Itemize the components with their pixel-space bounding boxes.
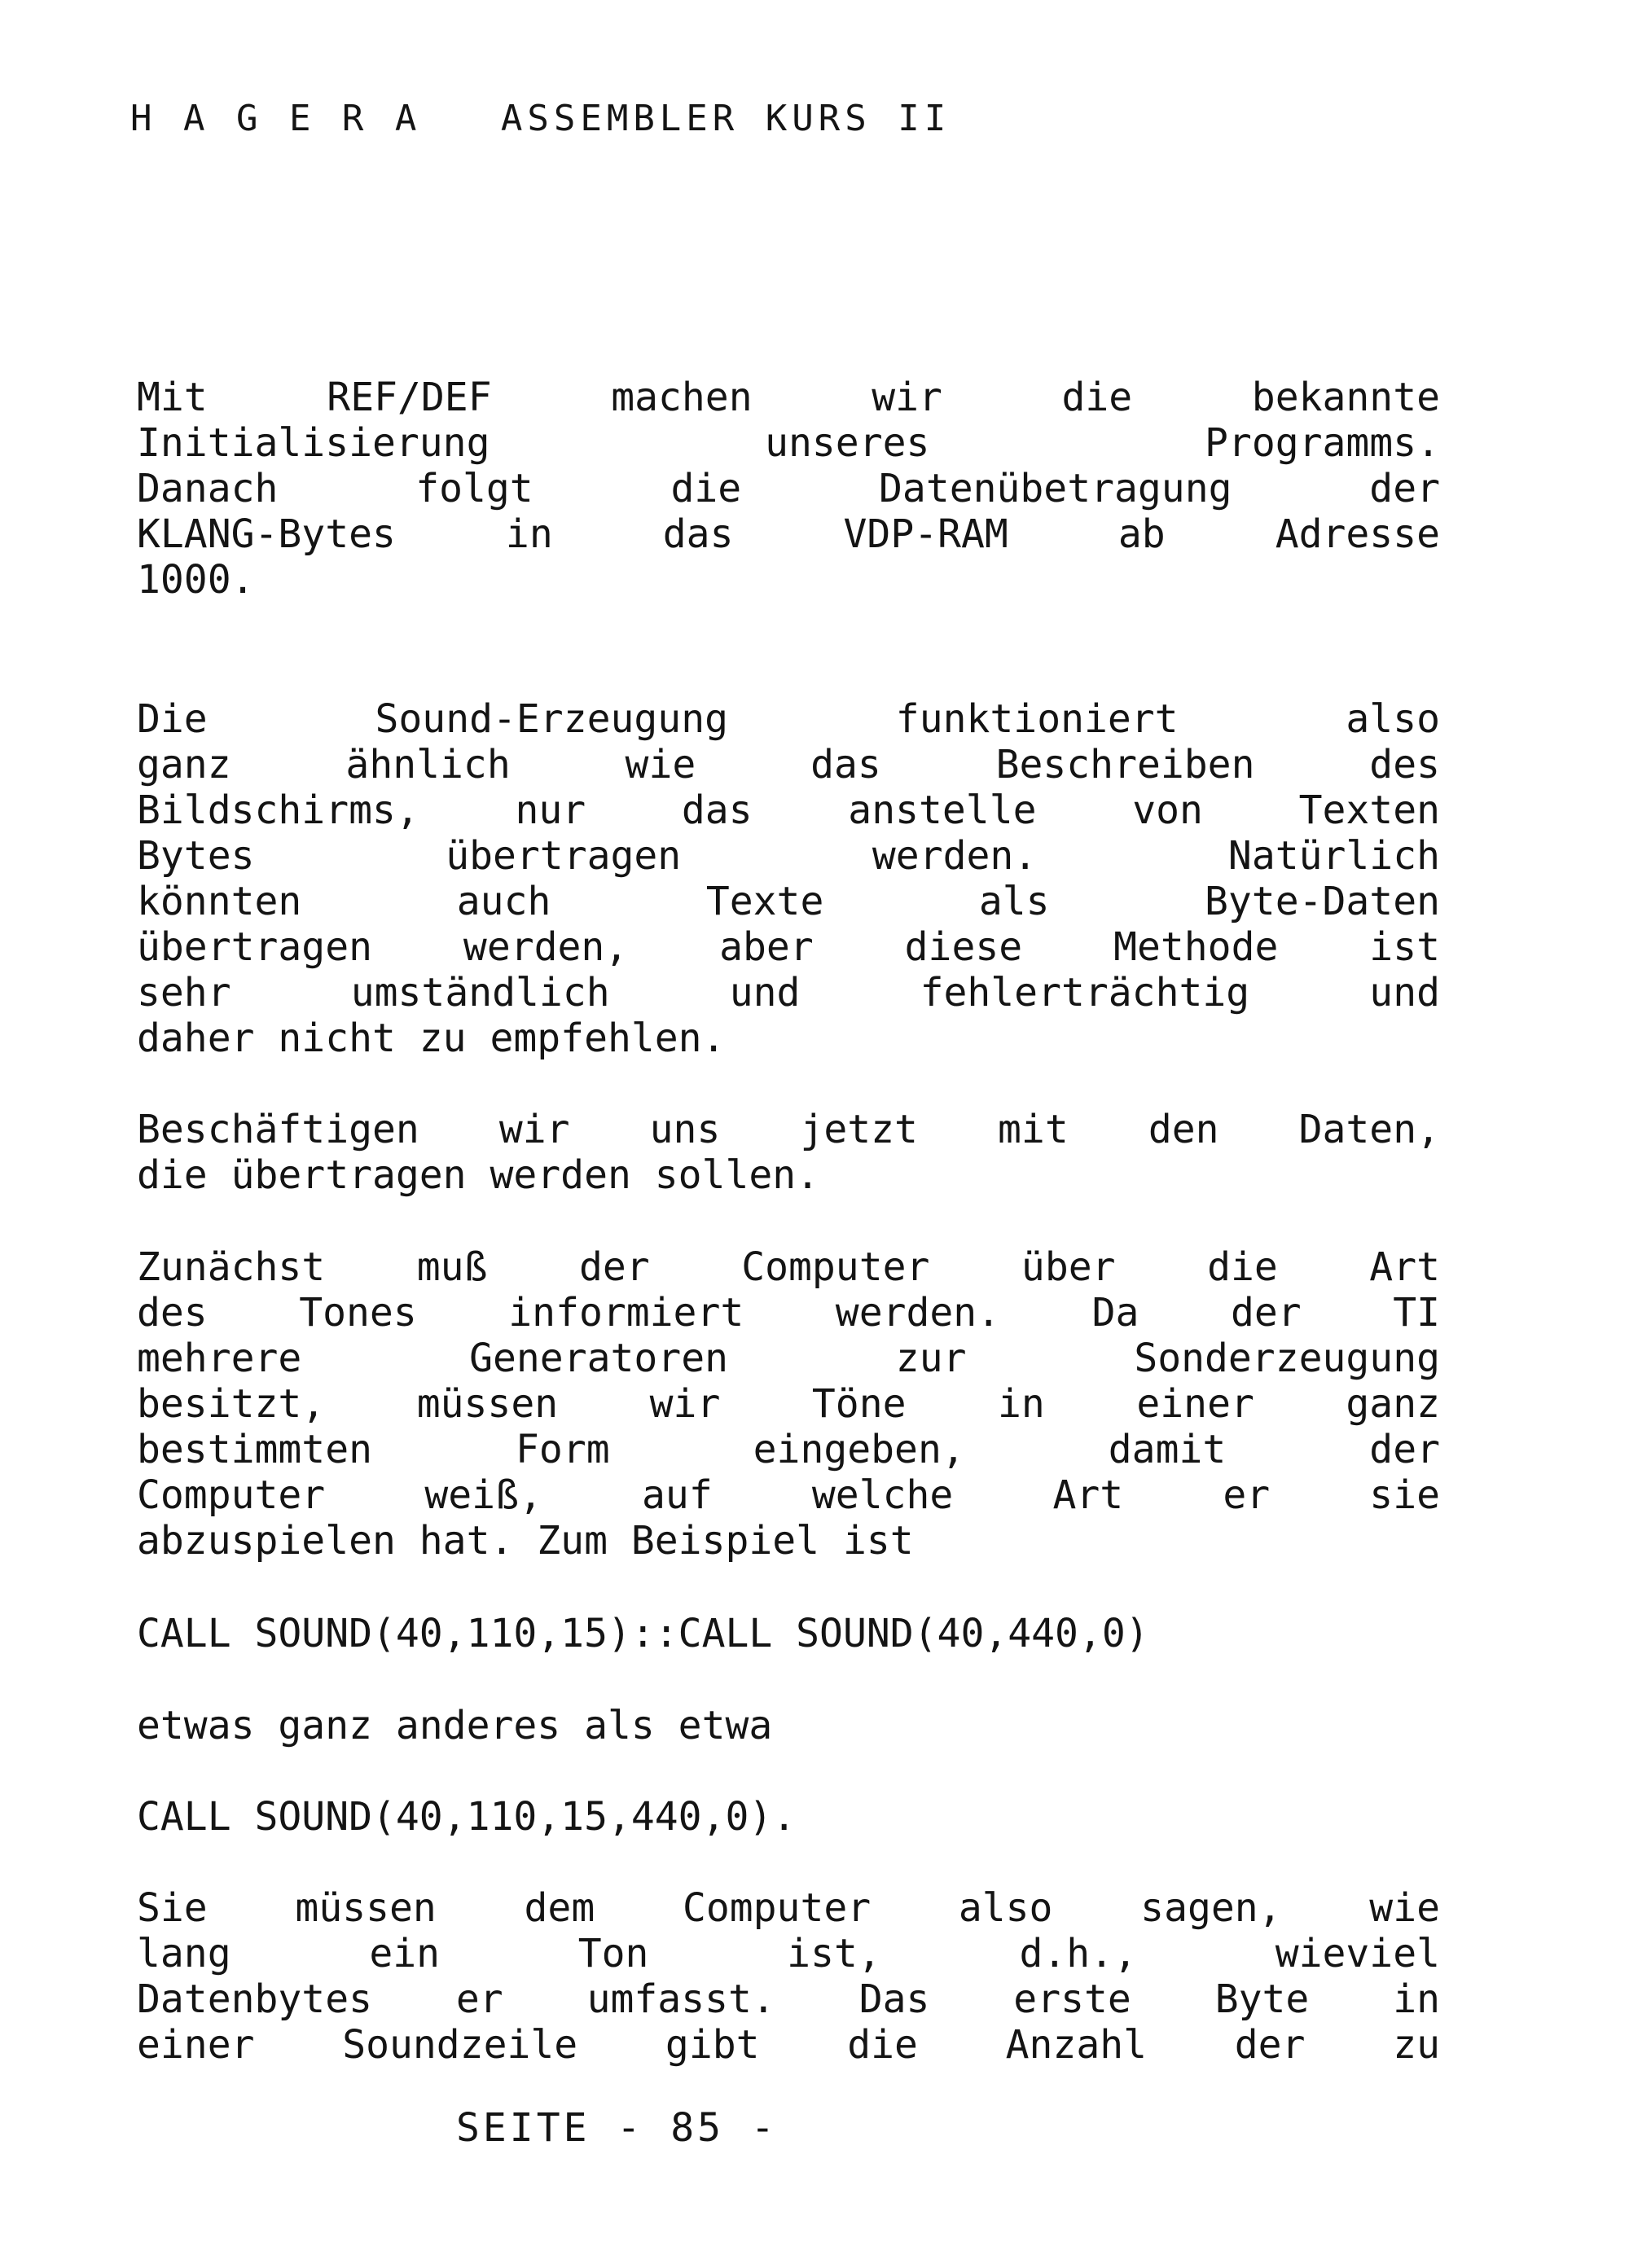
paragraph-line: bestimmten Form eingeben, damit der <box>137 1427 1440 1472</box>
paragraph-line: Bildschirms, nur das anstelle von Texten <box>137 787 1440 833</box>
page-header: H A G E R A ASSEMBLER KURS II <box>130 98 951 139</box>
paragraph-line: des Tones informiert werden. Da der TI <box>137 1290 1440 1336</box>
paragraph-line: KLANG-Bytes in das VDP-RAM ab Adresse <box>137 511 1440 557</box>
paragraph-line: abzuspielen hat. Zum Beispiel ist <box>137 1518 914 1564</box>
page-number-footer: SEITE - 85 - <box>456 2105 778 2151</box>
paragraph-line: Sie müssen dem Computer also sagen, wie <box>137 1885 1440 1931</box>
paragraph-line: Computer weiß, auf welche Art er sie <box>137 1472 1440 1518</box>
paragraph-line: Danach folgt die Datenübetragung der <box>137 466 1440 511</box>
code-line-call-sound-2: CALL SOUND(40,110,15,440,0). <box>137 1794 797 1840</box>
paragraph-line: ganz ähnlich wie das Beschreiben des <box>137 742 1440 787</box>
text-line-between: etwas ganz anderes als etwa <box>137 1703 773 1748</box>
paragraph-line: könnten auch Texte als Byte-Daten <box>137 879 1440 924</box>
paragraph-line: übertragen werden, aber diese Methode ist <box>137 924 1440 970</box>
paragraph-line: Mit REF/DEF machen wir die bekannte <box>137 375 1440 420</box>
code-line-call-sound-1: CALL SOUND(40,110,15)::CALL SOUND(40,440,0) <box>137 1611 1149 1656</box>
paragraph-line: Beschäftigen wir uns jetzt mit den Daten, <box>137 1107 1440 1152</box>
paragraph-line: sehr umständlich und fehlerträchtig und <box>137 970 1440 1016</box>
paragraph-line: mehrere Generatoren zur Sonderzeugung <box>137 1336 1440 1381</box>
paragraph-line: die übertragen werden sollen. <box>137 1152 820 1198</box>
paragraph-line: Initialisierung unseres Programms. <box>137 420 1440 466</box>
paragraph-line: einer Soundzeile gibt die Anzahl der zu <box>137 2022 1440 2068</box>
paragraph-line: Die Sound-Erzeugung funktioniert also <box>137 696 1440 742</box>
paragraph-line: Bytes übertragen werden. Natürlich <box>137 833 1440 879</box>
paragraph-line: 1000. <box>137 557 255 603</box>
paragraph-line: daher nicht zu empfehlen. <box>137 1016 726 1061</box>
paragraph-line: besitzt, müssen wir Töne in einer ganz <box>137 1381 1440 1427</box>
paragraph-line: lang ein Ton ist, d.h., wieviel <box>137 1931 1440 1976</box>
paragraph-line: Datenbytes er umfasst. Das erste Byte in <box>137 1976 1440 2022</box>
paragraph-line: Zunächst muß der Computer über die Art <box>137 1244 1440 1290</box>
